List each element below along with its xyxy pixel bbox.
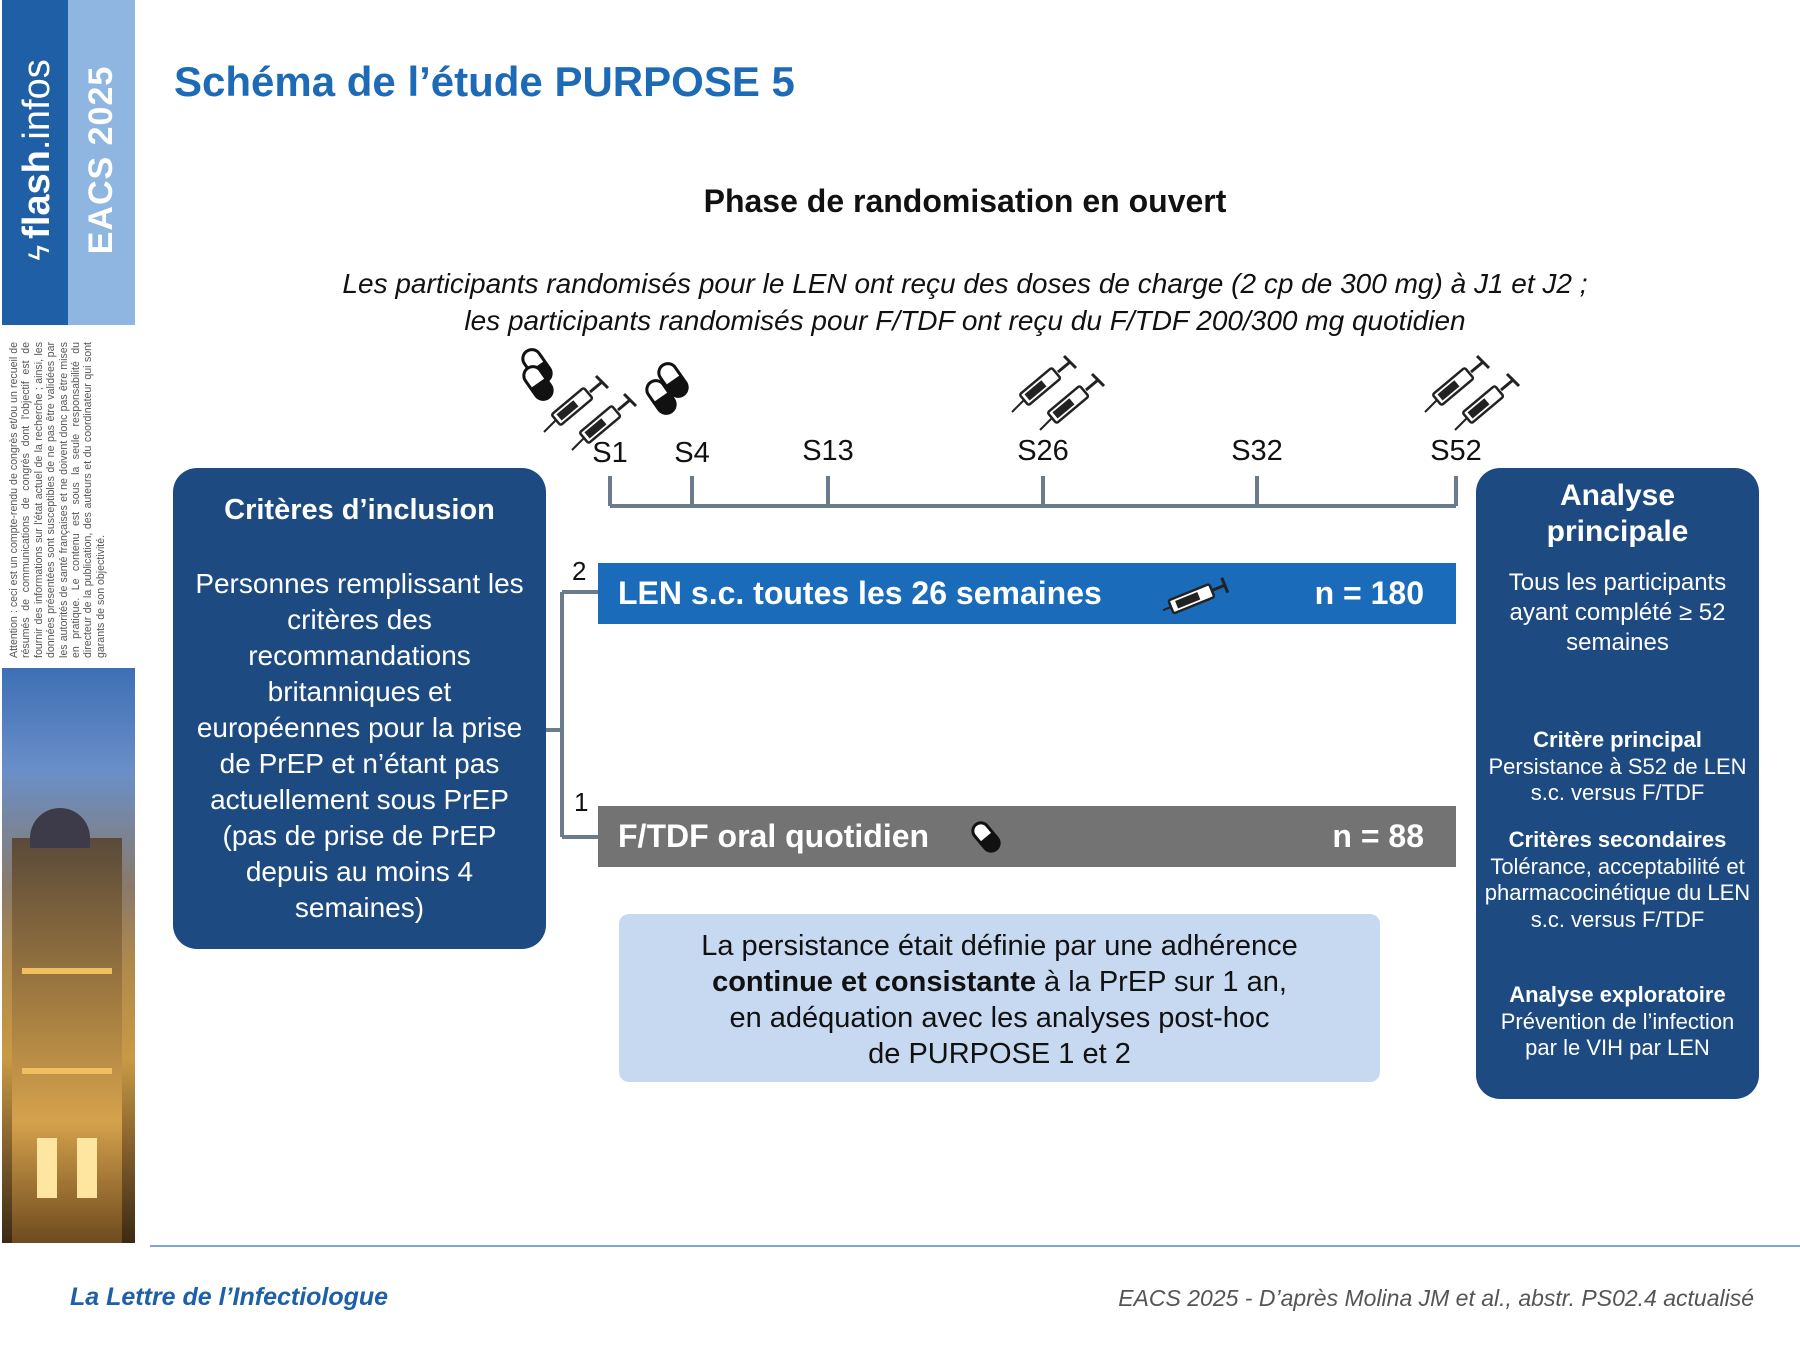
- pill-icon: [966, 812, 1006, 862]
- secondary-endpoints-text: Tolérance, acceptabilité et pharmacocinétique du LEN s.c. versus F/TDF: [1484, 853, 1751, 932]
- exploratory-analysis-text: Prévention de l’infection par le VIH par LEN: [1500, 1008, 1735, 1060]
- phase-title: Phase de randomisation en ouvert: [703, 183, 1227, 219]
- lightning-icon: ϟ: [23, 244, 56, 261]
- note-line: en adéquation avec les analyses post-hoc: [729, 1002, 1270, 1034]
- phase-description-line: les participants randomisés pour F/TDF ont reçu du F/TDF 200/300 mg quotidien: [464, 305, 1466, 336]
- week-label: S1: [592, 437, 628, 469]
- week-label: S26: [1017, 435, 1069, 467]
- week-label: S4: [674, 437, 710, 469]
- exploratory-analysis: [1484, 982, 1751, 1062]
- week-label: S13: [802, 435, 854, 467]
- primary-endpoint-heading: Critère principal: [1533, 727, 1702, 752]
- exploratory-analysis-heading: Analyse exploratoire: [1509, 982, 1726, 1007]
- randomisation-bracket: [546, 592, 598, 837]
- syringe-icon: [1163, 569, 1233, 619]
- persistence-note-box: [619, 914, 1380, 1082]
- week-label: S52: [1430, 435, 1482, 467]
- secondary-endpoints: [1484, 827, 1751, 933]
- analysis-box: [1476, 468, 1759, 1099]
- brand-logo: ϟflash.infos: [16, 59, 58, 261]
- footer-divider: [150, 1245, 1800, 1247]
- disclaimer-text: Attention : ceci est un compte-rendu de congrès et/ou un recueil de résumés de communications de congrès dont l'objectif est de fournir des informations sur l'état actuel de la recherche ; ainsi, les données présentées sont susceptibles de ne pas être validées par les autorités de santé françaises et ne doivent donc pas être mises en pratique. Le contenu est sous la seule responsabilité du directeur de la publication, des auteurs et du coordinateur qui sont garants de son objectivité.: [8, 342, 107, 658]
- len-arm-n: n = 180: [1314, 575, 1424, 611]
- inclusion-criteria-box: [173, 468, 546, 949]
- len-arm-label: LEN s.c. toutes les 26 semaines: [618, 575, 1102, 611]
- footer-journal: La Lettre de l’Infectiologue: [70, 1283, 389, 1311]
- note-line: La persistance était définie par une adhérence: [701, 930, 1298, 962]
- secondary-endpoints-heading: Critères secondaires: [1508, 827, 1727, 852]
- len-ratio: 2: [572, 556, 587, 586]
- analysis-title: [1476, 478, 1759, 550]
- persistence-note-text: [619, 928, 1380, 1072]
- note-line: de PURPOSE 1 et 2: [868, 1038, 1131, 1070]
- note-emphasis: continue et consistante: [712, 966, 1036, 998]
- inclusion-criteria-text: Personnes remplissant les critères des recommandations britanniques et européennes pour la prise de PrEP et n’étant pas actuellement sous PrEP (pas de prise de PrEP depuis au moins 4 semaines): [195, 568, 524, 923]
- page-title: Schéma de l’étude PURPOSE 5: [174, 58, 795, 105]
- inclusion-criteria-title: Critères d’inclusion: [224, 494, 495, 526]
- analysis-title-line: principale: [1546, 515, 1689, 548]
- event-label: EACS 2025: [82, 65, 120, 255]
- analysis-population: Tous les participants ayant complété ≥ 52 semaines: [1508, 569, 1727, 656]
- len-arm-bar: [598, 563, 1456, 624]
- primary-endpoint: [1484, 727, 1751, 807]
- timeline: [610, 476, 1456, 506]
- primary-endpoint-text: Persistance à S52 de LEN s.c. versus F/TDF: [1488, 753, 1747, 805]
- ftdf-arm-n: n = 88: [1332, 818, 1424, 854]
- note-line-rest: à la PrEP sur 1 an,: [1035, 966, 1287, 998]
- ftdf-ratio: 1: [574, 787, 589, 817]
- week-label: S32: [1231, 435, 1283, 467]
- footer-reference: EACS 2025 - D’après Molina JM et al., abstr. PS02.4 actualisé: [1118, 1285, 1754, 1311]
- ftdf-arm-bar: [598, 806, 1456, 867]
- phase-description-line: Les participants randomisés pour le LEN ont reçu des doses de charge (2 cp de 300 mg) à J1 et J2 ;: [342, 268, 1588, 299]
- ftdf-arm-label: F/TDF oral quotidien: [618, 818, 930, 854]
- note-line: [619, 964, 1380, 1000]
- analysis-title-line: Analyse: [1559, 479, 1676, 512]
